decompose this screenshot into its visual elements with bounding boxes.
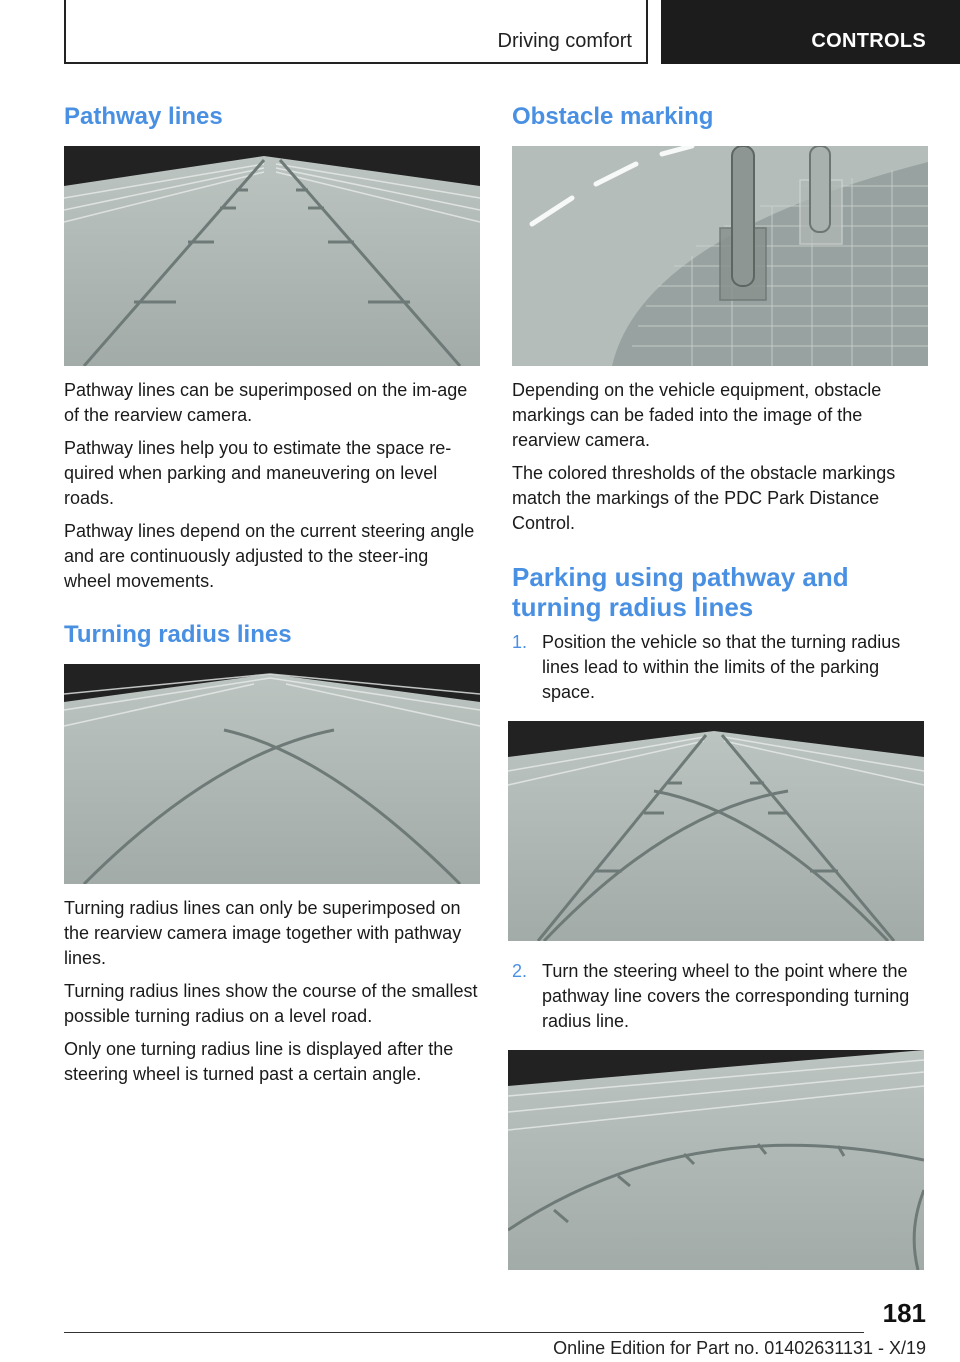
pathway-paragraph: Pathway lines help you to estimate the space re-quired when parking and maneuvering on level roads. xyxy=(64,438,452,508)
parking-heading: Parking using pathway and turning radius lines xyxy=(512,562,849,622)
step-number: 2. xyxy=(512,961,528,981)
header-chapter-label: CONTROLS xyxy=(811,30,926,52)
footer-rule xyxy=(64,1332,864,1333)
parking-steps-list xyxy=(512,959,928,1034)
header-section-title: Driving comfort xyxy=(497,30,632,52)
parking-step2-figure xyxy=(508,1050,924,1270)
right-column xyxy=(512,100,928,1270)
obstacle-marking-heading: Obstacle marking xyxy=(512,103,714,130)
parking-step xyxy=(512,630,928,705)
page-number: 181 xyxy=(882,1298,926,1328)
header-chapter-tab xyxy=(661,0,960,64)
footer-edition: Online Edition for Part no. 01402631131 - X/19 xyxy=(553,1338,926,1358)
obstacle-paragraph: Depending on the vehicle equipment, obstacle markings can be faded into the image of the rearview camera. xyxy=(512,380,882,450)
pathway-lines-figure xyxy=(64,146,480,366)
turning-paragraph: Turning radius lines can only be superimposed on the rearview camera image together with pathway lines. xyxy=(64,898,462,968)
step-number: 1. xyxy=(512,632,528,652)
obstacle-paragraph: The colored thresholds of the obstacle markings match the markings of the PDC Park Distance Control. xyxy=(512,463,896,533)
parking-steps-list xyxy=(512,630,928,705)
parking-step1-figure xyxy=(508,721,924,941)
parking-step xyxy=(512,959,928,1034)
step-text: Turn the steering wheel to the point where the pathway line covers the corresponding turning radius line. xyxy=(542,961,910,1031)
pathway-lines-heading: Pathway lines xyxy=(64,103,223,130)
turning-radius-figure xyxy=(64,664,480,884)
step-text: Position the vehicle so that the turning radius lines lead to within the limits of the parking space. xyxy=(542,632,901,702)
left-column xyxy=(64,100,480,1095)
pathway-paragraph: Pathway lines can be superimposed on the im-age of the rearview camera. xyxy=(64,380,468,425)
obstacle-marking-figure xyxy=(512,146,928,366)
turning-paragraph: Only one turning radius line is displayed after the steering wheel is turned past a certain angle. xyxy=(64,1039,454,1084)
pathway-paragraph: Pathway lines depend on the current steering angle and are continuously adjusted to the steer-ing wheel movements. xyxy=(64,521,475,591)
header-left-frame xyxy=(64,0,648,64)
turning-radius-heading: Turning radius lines xyxy=(64,621,292,648)
turning-paragraph: Turning radius lines show the course of the smallest possible turning radius on a level road. xyxy=(64,981,478,1026)
